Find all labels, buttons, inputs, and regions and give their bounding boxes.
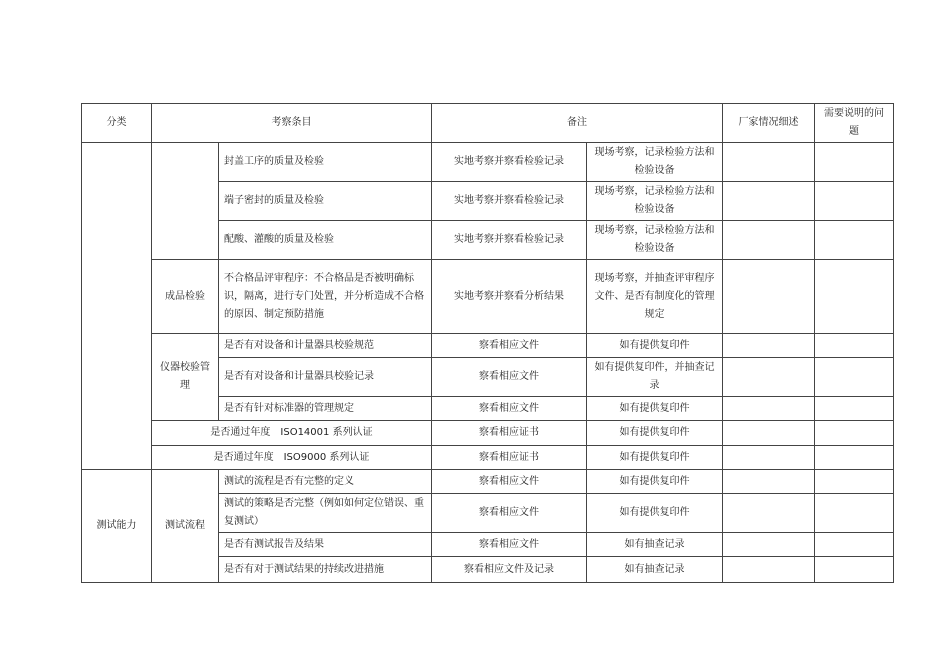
questions-cell [815, 446, 894, 470]
questions-cell [815, 334, 894, 358]
vendor-detail-cell [723, 421, 815, 446]
vendor-detail-cell [723, 470, 815, 494]
vendor-detail-cell [723, 494, 815, 533]
method-cell: 实地考察并察看检验记录 [432, 182, 587, 221]
vendor-detail-cell [723, 143, 815, 182]
item-cell: 配酸、灌酸的质量及检验 [219, 221, 432, 260]
questions-cell [815, 182, 894, 221]
note-cell: 现场考察，记录检验方法和检验设备 [587, 221, 723, 260]
vendor-detail-cell [723, 533, 815, 557]
note-cell: 如有提供复印件 [587, 397, 723, 421]
questions-cell [815, 221, 894, 260]
method-cell: 察看相应文件 [432, 334, 587, 358]
subcategory-cell: 测试流程 [152, 470, 219, 583]
header-remark: 备注 [432, 104, 723, 143]
questions-cell [815, 533, 894, 557]
vendor-detail-cell [723, 446, 815, 470]
method-cell: 实地考察并察看分析结果 [432, 260, 587, 334]
method-cell: 察看相应文件 [432, 494, 587, 533]
note-cell: 如有提供复印件 [587, 334, 723, 358]
questions-cell [815, 397, 894, 421]
questions-cell [815, 358, 894, 397]
method-cell: 察看相应文件及记录 [432, 557, 587, 583]
questions-cell [815, 421, 894, 446]
method-cell: 察看相应文件 [432, 533, 587, 557]
note-cell: 如有提供复印件 [587, 446, 723, 470]
item-cell: 测试的策略是否完整（例如如何定位错误、重复测试） [219, 494, 432, 533]
header-questions: 需要说明的问题 [815, 104, 894, 143]
vendor-detail-cell [723, 397, 815, 421]
questions-cell [815, 143, 894, 182]
category-cell: 测试能力 [82, 470, 152, 583]
item-cell: 是否有测试报告及结果 [219, 533, 432, 557]
method-cell: 察看相应证书 [432, 446, 587, 470]
item-cell: 是否通过年度 ISO14001 系列认证 [152, 421, 432, 446]
header-row [82, 104, 894, 143]
method-cell: 察看相应文件 [432, 358, 587, 397]
item-cell: 是否有对设备和计量器具校验记录 [219, 358, 432, 397]
item-cell: 是否通过年度 ISO9000 系列认证 [152, 446, 432, 470]
item-cell: 是否有对设备和计量器具校验规范 [219, 334, 432, 358]
evaluation-table-container [81, 103, 894, 583]
subcategory-cell-empty [152, 143, 219, 260]
header-item: 考察条目 [152, 104, 432, 143]
note-cell: 如有抽查记录 [587, 533, 723, 557]
vendor-detail-cell [723, 260, 815, 334]
header-category: 分类 [82, 104, 152, 143]
method-cell: 察看相应文件 [432, 470, 587, 494]
category-cell-empty [82, 143, 152, 470]
questions-cell [815, 260, 894, 334]
table-row [82, 421, 894, 446]
questions-cell [815, 470, 894, 494]
item-cell: 是否有针对标准器的管理规定 [219, 397, 432, 421]
table-row [82, 446, 894, 470]
table-row [82, 334, 894, 358]
note-cell: 如有提供复印件 [587, 421, 723, 446]
note-cell: 现场考察，记录检验方法和检验设备 [587, 143, 723, 182]
header-vendor-detail: 厂家情况细述 [723, 104, 815, 143]
subcategory-cell: 仪器校验管理 [152, 334, 219, 421]
questions-cell [815, 557, 894, 583]
note-cell: 如有提供复印件 [587, 470, 723, 494]
method-cell: 实地考察并察看检验记录 [432, 221, 587, 260]
table-row [82, 143, 894, 182]
vendor-detail-cell [723, 557, 815, 583]
evaluation-table [81, 103, 894, 583]
note-cell: 如有提供复印件，并抽查记录 [587, 358, 723, 397]
note-cell: 现场考察，并抽查评审程序文件、是否有制度化的管理规定 [587, 260, 723, 334]
method-cell: 察看相应证书 [432, 421, 587, 446]
questions-cell [815, 494, 894, 533]
vendor-detail-cell [723, 182, 815, 221]
table-row [82, 470, 894, 494]
item-cell: 端子密封的质量及检验 [219, 182, 432, 221]
note-cell: 如有抽查记录 [587, 557, 723, 583]
method-cell: 实地考察并察看检验记录 [432, 143, 587, 182]
table-row [82, 260, 894, 334]
item-cell: 测试的流程是否有完整的定义 [219, 470, 432, 494]
item-cell: 是否有对于测试结果的持续改进措施 [219, 557, 432, 583]
vendor-detail-cell [723, 334, 815, 358]
vendor-detail-cell [723, 221, 815, 260]
note-cell: 现场考察，记录检验方法和检验设备 [587, 182, 723, 221]
method-cell: 察看相应文件 [432, 397, 587, 421]
note-cell: 如有提供复印件 [587, 494, 723, 533]
subcategory-cell: 成品检验 [152, 260, 219, 334]
vendor-detail-cell [723, 358, 815, 397]
item-cell: 不合格品评审程序：不合格品是否被明确标识，隔离，进行专门处置，并分析造成不合格的原因、制定预防措施 [219, 260, 432, 334]
item-cell: 封盖工序的质量及检验 [219, 143, 432, 182]
